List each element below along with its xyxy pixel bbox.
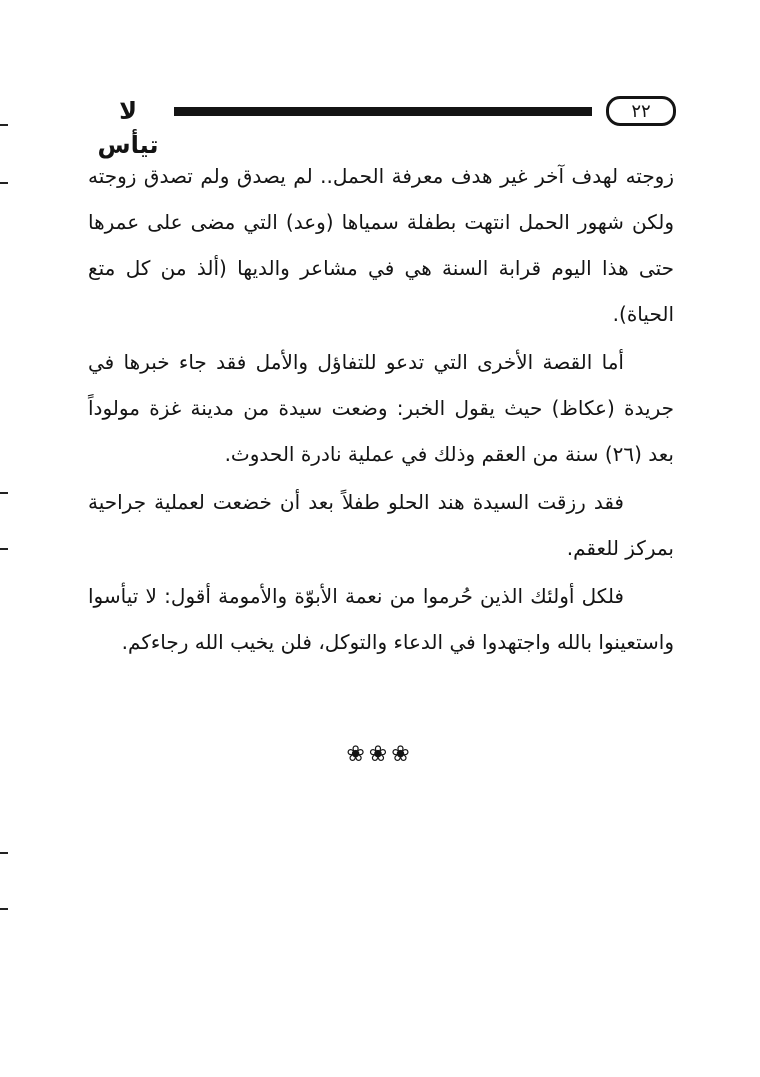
edge-tick [0, 492, 8, 494]
body-text [88, 153, 674, 665]
header-rule [174, 107, 592, 116]
paragraph-3: فقد رزقت السيدة هند الحلو طفلاً بعد أن خضعت لعملية جراحية بمركز للعقم. [88, 490, 674, 560]
book-title: لا تيأس [97, 97, 159, 159]
page-header [86, 94, 676, 159]
edge-tick [0, 182, 8, 184]
edge-tick [0, 124, 8, 126]
paragraph-1: زوجته لهدف آخر غير هدف معرفة الحمل.. لم يصدق ولم تصدق زوجته ولكن شهور الحمل انتهت بطفلة سمياها (وعد) التي مضى على عمرها حتى هذا اليوم قرابة السنة هي في مشاعر والديها (ألذ من كل متع الحياة). [88, 164, 674, 326]
edge-tick [0, 852, 8, 854]
page-number: ٢٢ [606, 96, 676, 126]
edge-tick [0, 548, 8, 550]
section-ornament: ❀❀❀ [346, 742, 414, 767]
edge-tick [0, 908, 8, 910]
paragraph-4: فلكل أولئك الذين حُرموا من نعمة الأبوّة والأمومة أقول: لا تيأسوا واستعينوا بالله واجتهدوا في الدعاء والتوكل، فلن يخيب الله رجاءكم. [88, 584, 674, 654]
paragraph-2: أما القصة الأخرى التي تدعو للتفاؤل والأمل فقد جاء خبرها في جريدة (عكاظ) حيث يقول الخبر: وضعت سيدة من مدينة غزة مولوداً بعد (٢٦) سنة من العقم وذلك في عملية نادرة الحدوث. [88, 350, 674, 466]
